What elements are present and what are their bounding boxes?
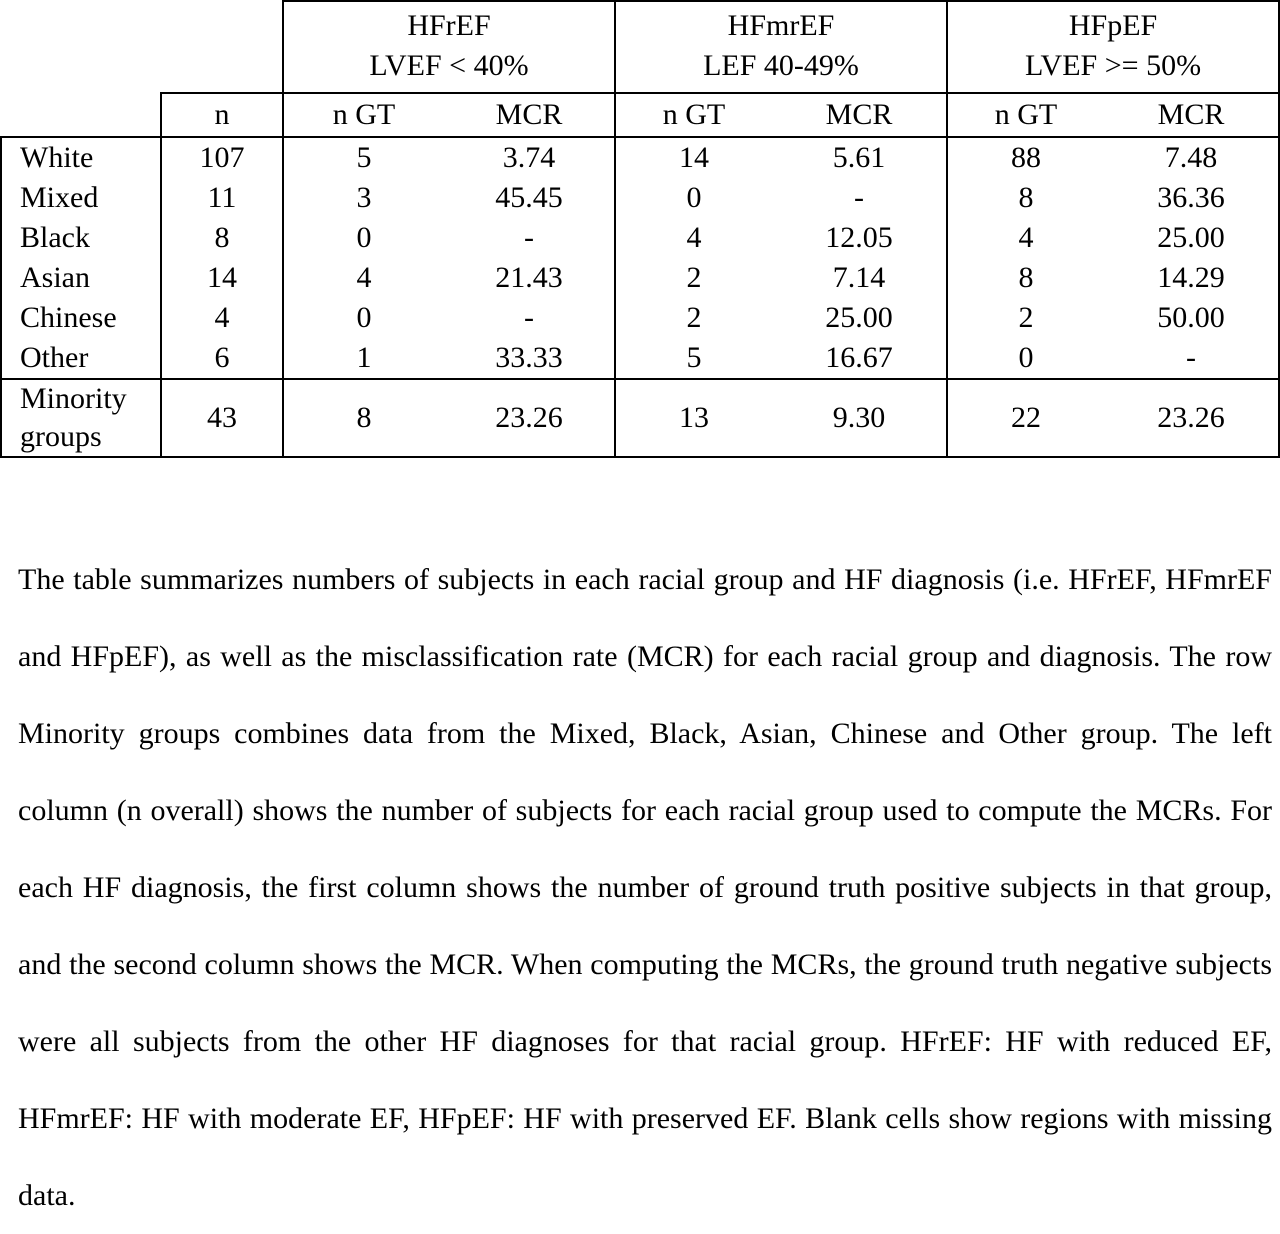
cell-ngt-hfmref: 2 (686, 261, 702, 294)
group-header-hfmref (615, 1, 947, 93)
row-label: Black (1, 218, 161, 258)
cell-ngt-hfpef: 0 (1018, 341, 1034, 374)
cell-mcr-hfmref: - (772, 178, 947, 218)
cell-ngt-hfref: 4 (356, 261, 372, 294)
cell-mcr-hfref: 45.45 (444, 178, 615, 218)
cell-mcr-hfpef: 25.00 (1104, 218, 1279, 258)
group-criteria: LVEF < 40% (369, 49, 529, 82)
cell-ngt-hfmref: 0 (686, 181, 702, 214)
minority-groups-row (1, 379, 1279, 457)
cell-mcr-hfref: 21.43 (444, 258, 615, 298)
cell-mcr-hfpef: 36.36 (1104, 178, 1279, 218)
cell-ngt-hfmref: 4 (686, 221, 702, 254)
table-row (1, 218, 1279, 258)
cell-mcr-hfref: 33.33 (444, 338, 615, 379)
table-row (1, 338, 1279, 379)
cell-ngt-hfmref: 5 (686, 341, 702, 374)
group-header-hfref (283, 1, 615, 93)
subheader-n: n (161, 93, 283, 137)
cell-n: 14 (161, 258, 283, 298)
subheader-mcr: MCR (444, 93, 615, 137)
cell-ngt-hfpef: 2 (1018, 301, 1034, 334)
empty-corner-cell (1, 93, 161, 137)
group-header-hfpef (947, 1, 1279, 93)
cell-ngt-hfmref: 13 (615, 379, 772, 457)
cell-ngt-hfpef: 8 (1018, 181, 1034, 214)
group-title: HFpEF (1068, 9, 1158, 42)
cell-mcr-hfmref: 9.30 (772, 379, 947, 457)
cell-n: 4 (161, 298, 283, 338)
table-row (1, 298, 1279, 338)
cell-ngt-hfref: 0 (356, 221, 372, 254)
cell-mcr-hfref: 3.74 (444, 137, 615, 178)
cell-ngt-hfpef: 4 (1018, 221, 1034, 254)
cell-mcr-hfpef: 14.29 (1104, 258, 1279, 298)
subheader-mcr: MCR (1104, 93, 1279, 137)
cell-n: 6 (161, 338, 283, 379)
cell-ngt-hfmref: 2 (686, 301, 702, 334)
cell-n: 8 (161, 218, 283, 258)
table-caption: The table summarizes numbers of subjects in each racial group and HF diagnosis (i.e. HFrEF, HFmrEF and HFpEF), as well as the misclassification rate (MCR) for each racial group and diagnosis. The row Minority groups combines data from the Mixed, Black, Asian, Chinese and Other group. The left column (n overall) shows the number of subjects for each racial group used to compute the MCRs. For each HF diagnosis, the first column shows the number of ground truth positive subjects in that group, and the second column shows the MCR. When computing the MCRs, the ground truth negative subjects were all subjects from the other HF diagnoses for that racial group. HFrEF: HF with reduced EF, HFmrEF: HF with moderate EF, HFpEF: HF with preserved EF. Blank cells show regions with missing data. (18, 563, 1272, 1212)
group-header-row (1, 1, 1279, 93)
cell-ngt-hfref: 8 (283, 379, 444, 457)
cell-ngt-hfpef: 88 (947, 137, 1104, 178)
group-title: HFrEF (407, 9, 491, 42)
table-row (1, 178, 1279, 218)
cell-mcr-hfref: 23.26 (444, 379, 615, 457)
cell-mcr-hfpef: 7.48 (1104, 137, 1279, 178)
group-criteria: LVEF >= 50% (1024, 49, 1202, 82)
cell-mcr-hfmref: 16.67 (772, 338, 947, 379)
cell-n: 43 (161, 379, 283, 457)
table-row (1, 137, 1279, 178)
subheader-row (1, 93, 1279, 137)
subheader-ngt: n GT (283, 93, 444, 137)
cell-n: 107 (161, 137, 283, 178)
row-label: Chinese (1, 298, 161, 338)
table-row (1, 258, 1279, 298)
subheader-ngt: n GT (615, 93, 772, 137)
row-label: Mixed (1, 178, 161, 218)
row-label: Minority groups (1, 379, 161, 457)
cell-mcr-hfref: - (444, 298, 615, 338)
cell-mcr-hfmref: 7.14 (772, 258, 947, 298)
group-title: HFmrEF (727, 9, 835, 42)
cell-ngt-hfref: 5 (283, 137, 444, 178)
subheader-ngt: n GT (947, 93, 1104, 137)
cell-mcr-hfmref: 12.05 (772, 218, 947, 258)
cell-ngt-hfpef: 8 (1018, 261, 1034, 294)
cell-mcr-hfmref: 5.61 (772, 137, 947, 178)
cell-ngt-hfmref: 14 (615, 137, 772, 178)
row-label: White (1, 137, 161, 178)
group-criteria: LEF 40-49% (703, 49, 859, 82)
cell-ngt-hfpef: 22 (947, 379, 1104, 457)
cell-mcr-hfpef: 23.26 (1104, 379, 1279, 457)
row-label: Asian (1, 258, 161, 298)
cell-mcr-hfmref: 25.00 (772, 298, 947, 338)
row-label: Other (1, 338, 161, 379)
empty-corner-cell (1, 1, 161, 93)
cell-mcr-hfref: - (444, 218, 615, 258)
mcr-table (0, 0, 1280, 458)
subheader-mcr: MCR (772, 93, 947, 137)
cell-ngt-hfref: 3 (356, 181, 372, 214)
empty-corner-cell (161, 1, 283, 93)
cell-ngt-hfref: 1 (356, 341, 372, 374)
cell-n: 11 (161, 178, 283, 218)
cell-mcr-hfpef: 50.00 (1104, 298, 1279, 338)
cell-ngt-hfref: 0 (356, 301, 372, 334)
cell-mcr-hfpef: - (1104, 338, 1279, 379)
